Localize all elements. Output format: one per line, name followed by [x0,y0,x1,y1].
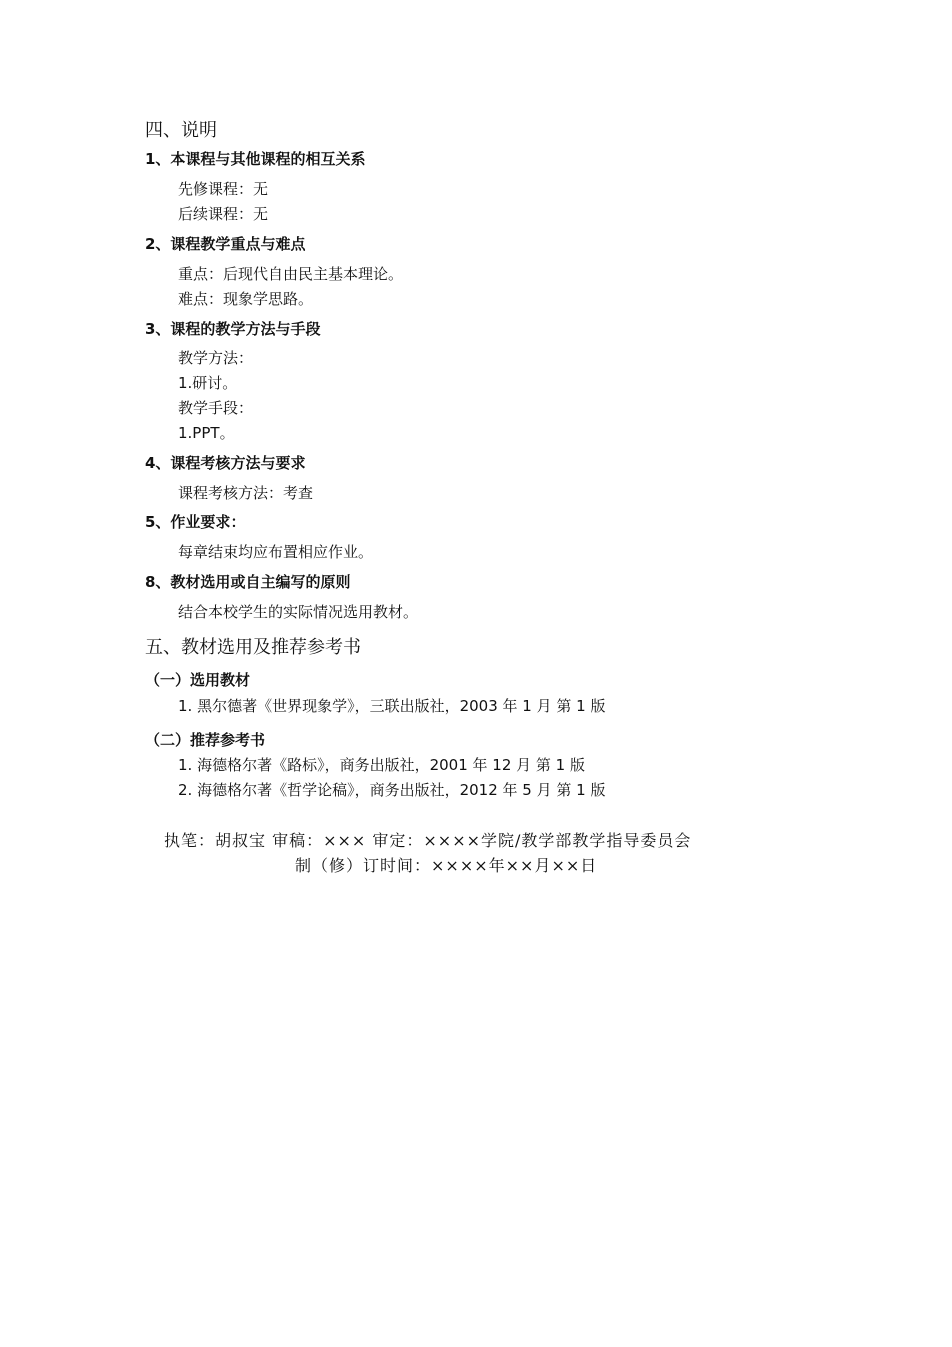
section-4-item-5-line-1: 每章结束均应布置相应作业。 [178,543,374,561]
section-4-item-3-heading: 3、课程的教学方法与手段 [145,320,321,338]
section-4-item-3-line-2: 1.研讨。 [178,374,238,392]
section-5-group-1-ref-1: 1. 黑尔德著《世界现象学》，三联出版社，2003 年 1 月 第 1 版 [178,697,606,715]
section-4-item-3-line-3: 教学手段： [178,399,254,417]
section-5-group-2-heading: （二）推荐参考书 [145,731,266,749]
section-4-item-8-line-1: 结合本校学生的实际情况选用教材。 [178,603,419,621]
section-5-title: 五、教材选用及推荐参考书 [145,637,361,658]
section-4-item-3-line-4: 1.PPT。 [178,424,235,442]
section-4-item-4-line-1: 课程考核方法：考查 [178,484,314,502]
section-4-item-1-line-2: 后续课程：无 [178,205,269,223]
section-4-item-5-heading: 5、作业要求： [145,513,246,531]
section-4-item-1-line-1: 先修课程：无 [178,180,269,198]
section-4-title: 四、说明 [145,120,217,141]
section-4-item-3-line-1: 教学方法： [178,349,254,367]
section-4-item-8-heading: 8、教材选用或自主编写的原则 [145,573,351,591]
section-4-item-2-line-1: 重点：后现代自由民主基本理论。 [178,265,404,283]
section-4-item-2-line-2: 难点：现象学思路。 [178,290,314,308]
section-5-group-1-heading: （一）选用教材 [145,671,251,689]
section-4-item-1-heading: 1、本课程与其他课程的相互关系 [145,150,366,168]
footer-revision-date: 制（修）订时间：××××年××月××日 [295,856,598,875]
section-4-item-2-heading: 2、课程教学重点与难点 [145,235,306,253]
section-5-group-2-ref-2: 2. 海德格尔著《哲学论稿》，商务出版社，2012 年 5 月 第 1 版 [178,781,606,799]
footer-signature-line: 执笔：胡叔宝 审稿：××× 审定：××××学院/教学部教学指导委员会 [164,831,692,850]
section-4-item-4-heading: 4、课程考核方法与要求 [145,454,306,472]
section-5-group-2-ref-1: 1. 海德格尔著《路标》，商务出版社，2001 年 12 月 第 1 版 [178,756,585,774]
